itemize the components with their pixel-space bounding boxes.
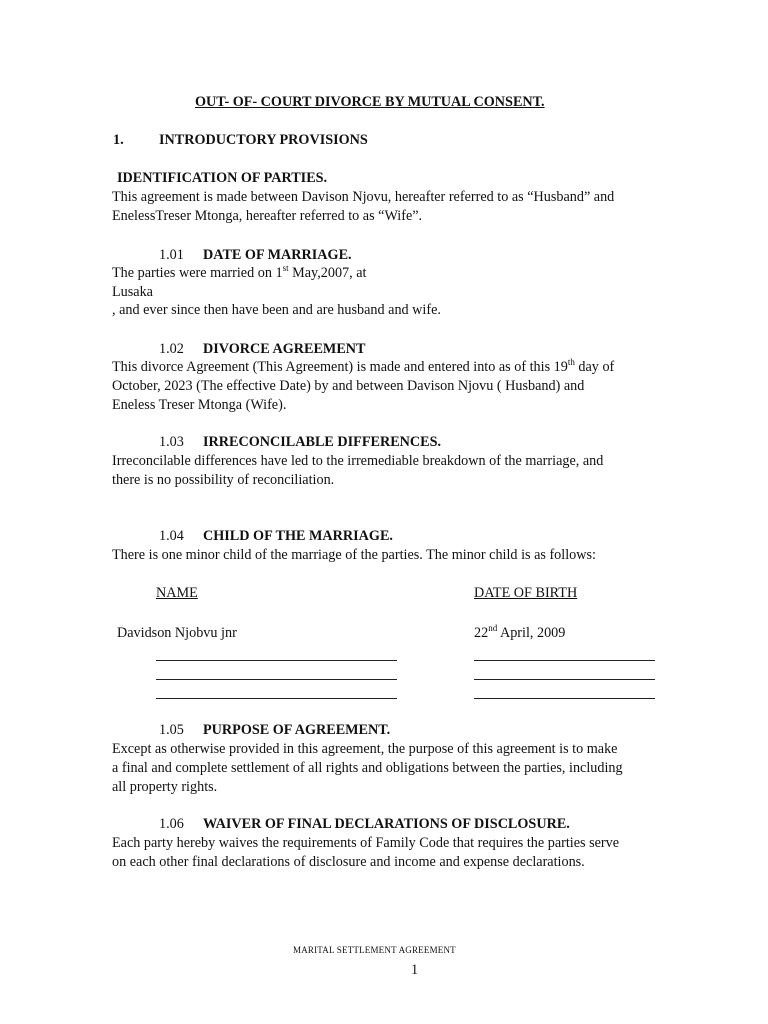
clause-number: 1.04 <box>159 528 184 544</box>
column-header-name: NAME <box>156 585 198 601</box>
clause-text-line: Eneless Treser Mtonga (Wife). <box>112 397 287 413</box>
blank-name-line <box>156 698 397 699</box>
clause-text-line: The parties were married on 1st May,2007, at <box>112 263 367 281</box>
clause-text-line: there is no possibility of reconciliation. <box>112 472 335 488</box>
clause-number: 1.03 <box>159 434 184 450</box>
clause-text-line: There is one minor child of the marriage of the parties. The minor child is as follows: <box>112 547 596 563</box>
clause-text-line: on each other final declarations of disclosure and income and expense declarations. <box>112 854 585 870</box>
section-number: 1. <box>113 132 124 148</box>
clause-text-line: Irreconcilable differences have led to the irremediable breakdown of the marriage, and <box>112 453 604 469</box>
identification-heading: IDENTIFICATION OF PARTIES. <box>117 170 328 186</box>
clause-heading: DATE OF MARRIAGE. <box>203 247 352 263</box>
child-name: Davidson Njobvu jnr <box>117 625 237 641</box>
blank-dob-line <box>474 660 655 661</box>
blank-dob-line <box>474 698 655 699</box>
clause-heading: PURPOSE OF AGREEMENT. <box>203 722 391 738</box>
section-heading: INTRODUCTORY PROVISIONS <box>159 132 368 148</box>
clause-heading: DIVORCE AGREEMENT <box>203 341 366 357</box>
clause-text-line: This divorce Agreement (This Agreement) is made and entered into as of this 19th day of <box>112 357 615 375</box>
clause-text-line: all property rights. <box>112 779 218 795</box>
clause-text-line: , and ever since then have been and are husband and wife. <box>112 302 441 318</box>
clause-text-line: October, 2023 (The effective Date) by and between Davison Njovu ( Husband) and <box>112 378 585 394</box>
blank-dob-line <box>474 679 655 680</box>
clause-heading: CHILD OF THE MARRIAGE. <box>203 528 393 544</box>
clause-number: 1.01 <box>159 247 184 263</box>
page-number: 1 <box>411 962 419 978</box>
clause-number: 1.02 <box>159 341 184 357</box>
child-dob: 22nd April, 2009 <box>474 623 566 641</box>
clause-number: 1.05 <box>159 722 184 738</box>
clause-number: 1.06 <box>159 816 184 832</box>
clause-heading: IRRECONCILABLE DIFFERENCES. <box>203 434 442 450</box>
clause-text-line: a final and complete settlement of all rights and obligations between the parties, including <box>112 760 623 776</box>
column-header-dob: DATE OF BIRTH <box>474 585 578 601</box>
clause-text-line: Lusaka <box>112 284 153 300</box>
blank-name-line <box>156 679 397 680</box>
clause-text-line: Except as otherwise provided in this agreement, the purpose of this agreement is to make <box>112 741 618 757</box>
blank-name-line <box>156 660 397 661</box>
footer-label: MARITAL SETTLEMENT AGREEMENT <box>293 945 456 955</box>
identification-line-1: This agreement is made between Davison Njovu, hereafter referred to as “Husband” and <box>112 189 615 205</box>
document-title: OUT- OF- COURT DIVORCE BY MUTUAL CONSENT. <box>195 94 545 110</box>
identification-line-2: EnelessTreser Mtonga, hereafter referred to as “Wife”. <box>112 208 423 224</box>
clause-heading: WAIVER OF FINAL DECLARATIONS OF DISCLOSURE. <box>203 816 570 832</box>
clause-text-line: Each party hereby waives the requirements of Family Code that requires the parties serve <box>112 835 620 851</box>
